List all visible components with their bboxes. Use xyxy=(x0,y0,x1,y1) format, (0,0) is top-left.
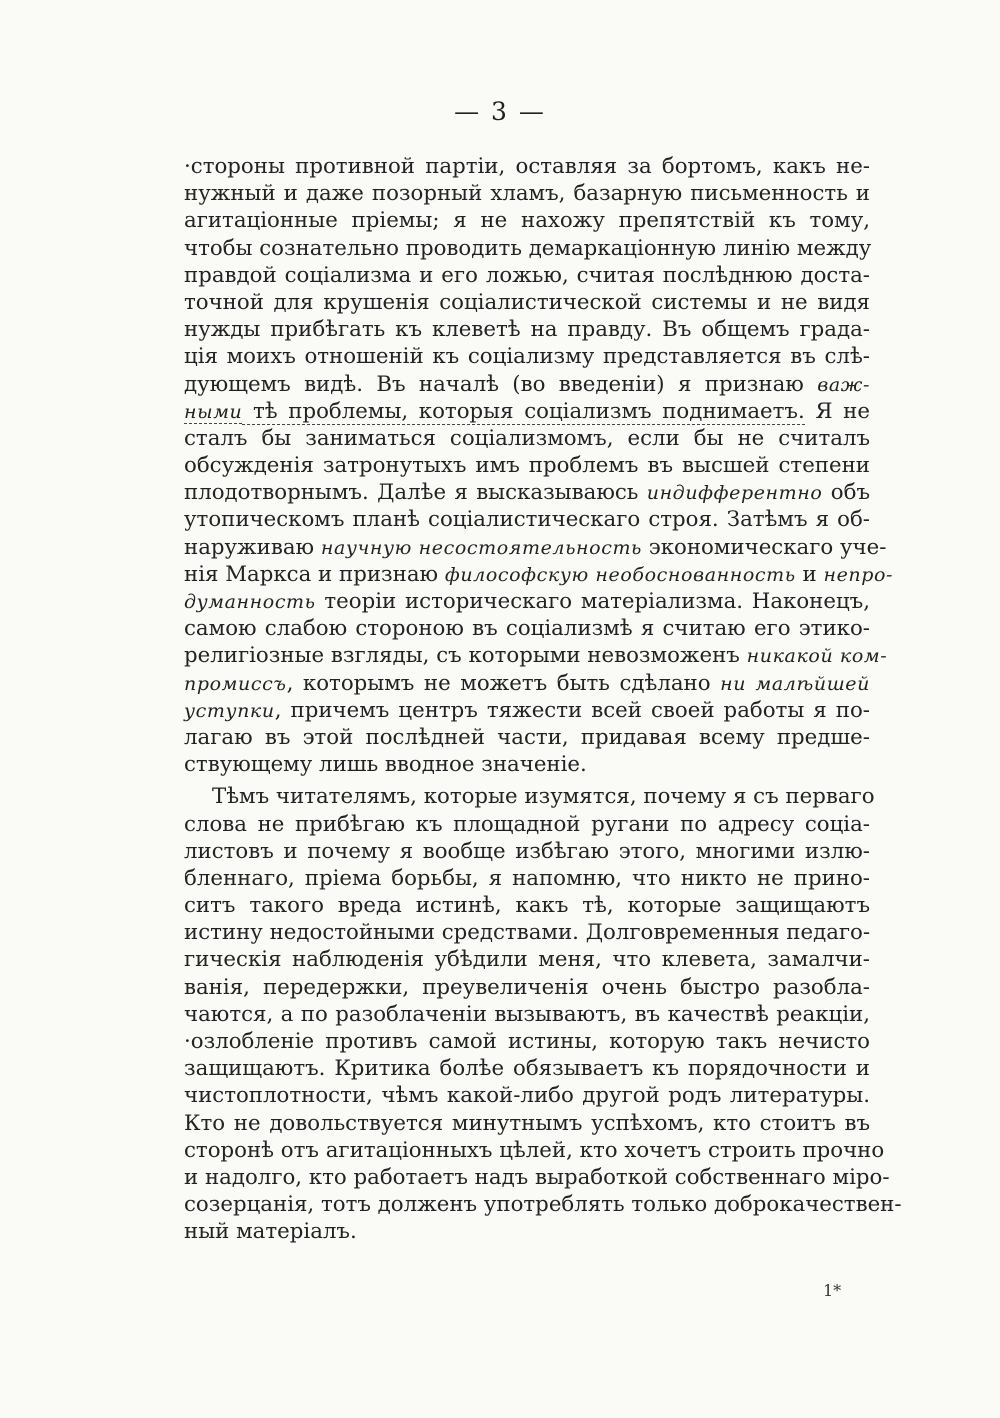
text-line xyxy=(184,534,887,561)
text-line xyxy=(184,561,894,588)
text-run: экономическаго уче- xyxy=(642,534,887,560)
text-run: агитаціонные пріемы; я не нахожу препятствій къ тому, xyxy=(184,208,870,234)
text-run: самою слабою стороною въ соціализмѣ я считаю его этико- xyxy=(184,616,870,642)
emphasis-text: индифферентно xyxy=(646,482,823,505)
text-run: чтобы сознательно проводить демаркаціонную линію между xyxy=(184,235,872,261)
text-run: нужный и даже позорный хламъ, базарную письменность и xyxy=(184,181,870,207)
text-run: правдой соціализма и его ложью, считая послѣднюю доста- xyxy=(184,262,870,288)
text-line xyxy=(184,697,870,724)
text-line xyxy=(184,1164,890,1191)
text-line xyxy=(184,838,870,865)
text-run: лагаю въ этой послѣдней части, придавая всему предше- xyxy=(184,724,870,750)
emphasis-text: ни малѣйшей xyxy=(720,672,870,695)
emphasis-text: уступки xyxy=(184,699,275,722)
text-line xyxy=(184,865,870,892)
text-line xyxy=(184,670,870,697)
text-run: ванія, передержки, преувеличенія очень быстро разобла- xyxy=(184,974,870,1000)
text-run: теоріи историческаго матеріализма. Наконецъ, xyxy=(315,589,870,614)
text-run: ·озлобленіе противъ самой истины, которую такъ нечисто xyxy=(184,1029,870,1054)
text-run: Я не xyxy=(804,398,870,424)
text-run: листовъ и почему я вообще избѣгаю этого, многими излю- xyxy=(184,838,870,864)
text-run: слова не прибѣгаю къ площадной ругани по адресу соціа- xyxy=(184,811,870,837)
text-line xyxy=(184,316,870,343)
text-line xyxy=(184,751,870,778)
emphasis-text: промиссъ xyxy=(184,672,287,695)
text-run: плодотворнымъ. Далѣе я высказываюсь xyxy=(184,480,647,506)
text-line xyxy=(184,1082,870,1109)
text-line xyxy=(184,425,870,452)
text-line xyxy=(184,783,875,810)
page-number: — 3 — xyxy=(454,97,546,126)
text-run: бленнаго, пріема борьбы, я напомню, что никто не прино- xyxy=(184,865,870,891)
text-line xyxy=(184,588,870,615)
emphasis-text: ными xyxy=(184,400,243,423)
text-run: истину недостойными средствами. Долговременныя педаго- xyxy=(184,920,871,946)
emphasis-text: философскую необоснованность xyxy=(444,563,796,586)
text-line xyxy=(184,398,870,425)
text-line xyxy=(184,974,870,1001)
text-line xyxy=(184,235,870,262)
text-run: , причемъ центръ тяжести всей своей работы я по- xyxy=(274,697,870,723)
text-line xyxy=(184,371,870,398)
text-line xyxy=(184,262,870,289)
emphasis-text: думанность xyxy=(184,591,316,613)
emphasis-text: научную несостоятельность xyxy=(320,536,643,559)
text-run: точной для крушенія соціалистической системы и не видя xyxy=(184,289,870,315)
text-run: Кто не довольствуется минутнымъ успѣхомъ, кто стоитъ въ xyxy=(184,1110,870,1136)
text-run: объ xyxy=(822,480,870,506)
emphasis-text: никакой ком- xyxy=(746,645,888,668)
text-line xyxy=(184,452,870,479)
paragraph xyxy=(184,153,894,778)
text-line xyxy=(184,892,870,919)
text-run: религіозные взгляды, съ которыми невозможенъ xyxy=(184,643,747,669)
text-line xyxy=(184,642,888,669)
text-line xyxy=(184,724,870,751)
text-run: защищаютъ. Критика болѣе обязываетъ къ порядочности и xyxy=(184,1056,870,1082)
text-line xyxy=(184,919,870,946)
text-run: нужды прибѣгать къ клеветѣ на правду. Въ общемъ града- xyxy=(184,317,870,343)
text-line xyxy=(184,506,870,533)
text-line xyxy=(184,615,870,642)
text-line xyxy=(184,343,870,370)
text-line xyxy=(184,811,870,838)
text-run: тѣ проблемы, которыя соціализмъ поднимаетъ. xyxy=(242,398,805,424)
text-run: гическія наблюденія убѣдили меня, что клевета, замалчи- xyxy=(184,947,870,973)
body-text xyxy=(184,153,902,1246)
text-line xyxy=(184,1137,885,1164)
text-line xyxy=(184,207,870,234)
text-run: ный матеріалъ. xyxy=(184,1219,357,1245)
text-run: сталъ бы заниматься соціализмомъ, если бы не считалъ xyxy=(184,425,870,451)
text-line xyxy=(184,153,870,180)
text-line xyxy=(184,180,870,207)
text-run: ситъ такого вреда истинѣ, какъ тѣ, которые защищаютъ xyxy=(184,893,870,919)
text-run: созерцанія, тотъ долженъ употреблять только доброкачествен- xyxy=(184,1192,902,1218)
paragraph xyxy=(184,783,902,1245)
text-line xyxy=(184,1001,870,1028)
text-run: наруживаю xyxy=(184,534,321,560)
text-line xyxy=(184,289,870,316)
text-line xyxy=(184,1055,870,1082)
text-run: ·стороны противной партіи, оставляя за бортомъ, какъ не- xyxy=(184,154,870,179)
text-run: ція моихъ отношеній къ соціализму представляется въ слѣ- xyxy=(184,344,870,370)
emphasis-text: непро- xyxy=(823,563,894,586)
text-run: сторонѣ отъ агитаціонныхъ цѣлей, кто хочетъ строить прочно xyxy=(184,1137,885,1163)
text-line xyxy=(184,946,870,973)
text-line xyxy=(184,1191,902,1218)
text-line xyxy=(184,479,870,506)
text-run: , которымъ не можетъ быть сдѣлано xyxy=(286,670,721,696)
text-run: дующемъ видѣ. Въ началѣ (во введеніи) я признаю xyxy=(184,371,818,397)
text-run: Тѣмъ читателямъ, которые изумятся, почему я съ перваго xyxy=(212,784,875,810)
text-line xyxy=(184,1028,870,1055)
printer-signature-mark: 1* xyxy=(823,1281,842,1300)
text-run: чаются, а по разоблаченіи вызываютъ, въ качествѣ реакціи, xyxy=(184,1001,870,1027)
text-line xyxy=(184,1218,870,1245)
text-line xyxy=(184,1110,870,1137)
text-run: и xyxy=(795,561,824,587)
text-run: и надолго, кто работаетъ надъ выработкой собственнаго міро- xyxy=(184,1164,890,1190)
text-run: утопическомъ планѣ соціалистическаго строя. Затѣмъ я об- xyxy=(184,507,870,533)
text-run: чистоплотности, чѣмъ какой-либо другой родъ литературы. xyxy=(184,1083,870,1109)
emphasis-text: важ- xyxy=(817,373,870,396)
text-run: нія Маркса и признаю xyxy=(184,561,445,587)
text-run: обсужденія затронутыхъ имъ проблемъ въ высшей степени xyxy=(184,453,870,479)
text-run: ствующему лишь вводное значеніе. xyxy=(184,752,587,778)
